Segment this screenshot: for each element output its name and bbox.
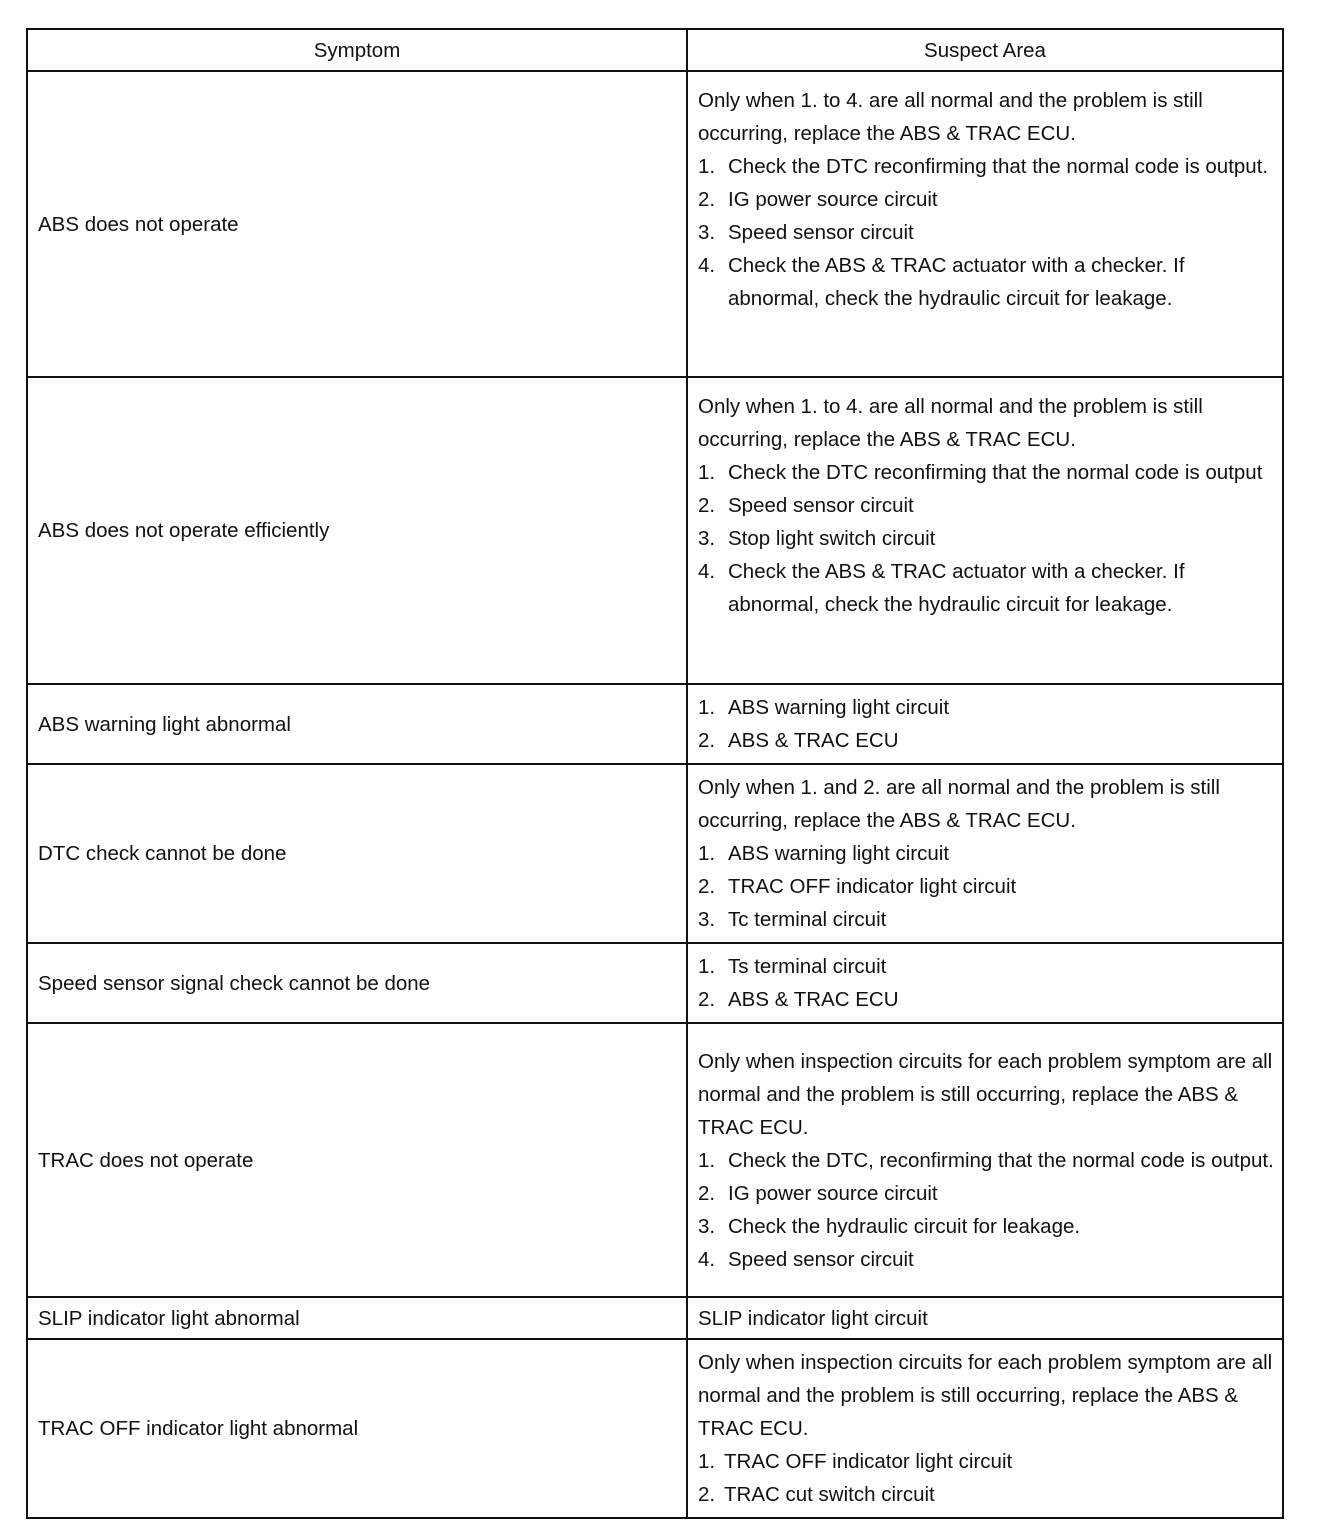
item-number: 1. <box>698 1148 716 1172</box>
item-number: 2. <box>698 1483 716 1506</box>
item-text: Speed sensor circuit <box>728 1247 914 1271</box>
item-number: 2. <box>698 1181 716 1205</box>
item-text: IG power source circuit <box>728 1181 938 1205</box>
suspect-area-cell <box>687 1023 1283 1297</box>
table-row <box>27 684 1283 764</box>
list-item <box>698 1478 1274 1511</box>
item-text: ABS warning light circuit <box>728 842 950 865</box>
list-item <box>698 1243 1274 1276</box>
symptom-header: Symptom <box>27 29 687 71</box>
list-item <box>698 1210 1274 1243</box>
list-item <box>698 1445 1274 1478</box>
suspect-area-cell <box>687 71 1283 377</box>
item-text: Check the DTC reconfirming that the normal code is output <box>728 461 1263 484</box>
list-item <box>698 903 1274 936</box>
symptom-cell: ABS does not operate efficiently <box>27 377 687 684</box>
symptom-cell: ABS does not operate <box>27 71 687 377</box>
item-text: SLIP indicator light circuit <box>698 1306 928 1330</box>
item-number: 4. <box>698 1247 716 1271</box>
item-number: 4. <box>698 560 716 583</box>
item-number: 3. <box>698 908 716 931</box>
item-number: 1. <box>698 155 716 178</box>
item-text: Check the hydraulic circuit for leakage. <box>728 1214 1081 1238</box>
suspect-area-cell <box>687 764 1283 943</box>
table-row <box>27 1297 1283 1339</box>
item-number: 2. <box>698 875 716 898</box>
symptom-cell: Speed sensor signal check cannot be done <box>27 943 687 1023</box>
item-number: 1. <box>698 842 716 865</box>
symptom-cell: TRAC OFF indicator light abnormal <box>27 1339 687 1518</box>
symptom-cell: SLIP indicator light abnormal <box>27 1297 687 1339</box>
item-text: Check the DTC, reconfirming that the normal code is output. <box>728 1148 1274 1172</box>
suspect-area-cell <box>687 377 1283 684</box>
item-number: 4. <box>698 254 716 277</box>
intro-text: Only when 1. to 4. are all normal and the problem is still occurring, replace the ABS & TRAC ECU. <box>698 395 1203 451</box>
item-text: Check the ABS & TRAC actuator with a checker. If abnormal, check the hydraulic circuit for leakage. <box>728 254 1185 310</box>
item-text: Tc terminal circuit <box>728 908 887 931</box>
header-row <box>27 29 1283 71</box>
table-row <box>27 377 1283 684</box>
intro-text: Only when 1. and 2. are all normal and the problem is still occurring, replace the ABS & TRAC ECU. <box>698 776 1220 832</box>
intro-text: Only when inspection circuits for each problem symptom are all normal and the problem is still occurring, replace the ABS & TRAC ECU. <box>698 1049 1273 1139</box>
item-list <box>698 456 1274 621</box>
intro-text: Only when 1. to 4. are all normal and the problem is still occurring, replace the ABS & TRAC ECU. <box>698 89 1203 145</box>
item-text: TRAC OFF indicator light circuit <box>728 875 1017 898</box>
item-list <box>698 150 1274 315</box>
item-text: Speed sensor circuit <box>728 221 914 244</box>
item-list <box>698 1445 1274 1511</box>
item-text: TRAC cut switch circuit <box>724 1483 935 1506</box>
table-row <box>27 1339 1283 1518</box>
item-number: 3. <box>698 527 716 550</box>
item-text: ABS warning light circuit <box>728 696 950 719</box>
symptom-table <box>26 28 1284 1519</box>
symptom-cell: DTC check cannot be done <box>27 764 687 943</box>
item-list <box>698 950 1274 1016</box>
item-number: 2. <box>698 988 716 1011</box>
table-row <box>27 764 1283 943</box>
list-item <box>698 216 1274 249</box>
item-number: 1. <box>698 955 716 978</box>
list-item <box>698 837 1274 870</box>
item-number: 2. <box>698 729 716 752</box>
item-number: 1. <box>698 696 716 719</box>
list-item <box>698 183 1274 216</box>
table-row <box>27 943 1283 1023</box>
intro-text: Only when inspection circuits for each problem symptom are all normal and the problem is still occurring, replace the ABS & TRAC ECU. <box>698 1351 1273 1440</box>
suspect-area-cell <box>687 1297 1283 1339</box>
item-list <box>698 691 1274 757</box>
item-text: Stop light switch circuit <box>728 527 936 550</box>
item-text: Check the DTC reconfirming that the normal code is output. <box>728 155 1269 178</box>
item-number: 3. <box>698 1214 716 1238</box>
item-number: 1. <box>698 1450 716 1473</box>
item-text: Speed sensor circuit <box>728 494 914 517</box>
item-text: ABS & TRAC ECU <box>728 988 899 1011</box>
item-text: Check the ABS & TRAC actuator with a checker. If abnormal, check the hydraulic circuit for leakage. <box>728 560 1185 616</box>
item-number: 1. <box>698 461 716 484</box>
suspect-area-cell <box>687 943 1283 1023</box>
list-item <box>698 489 1274 522</box>
item-text: TRAC OFF indicator light circuit <box>724 1450 1013 1473</box>
symptom-cell: TRAC does not operate <box>27 1023 687 1297</box>
table-row <box>27 1023 1283 1297</box>
list-item <box>698 456 1274 489</box>
symptom-cell: ABS warning light abnormal <box>27 684 687 764</box>
suspect-area-cell <box>687 1339 1283 1518</box>
list-item <box>698 870 1274 903</box>
item-list <box>698 837 1274 936</box>
list-item <box>698 724 1274 757</box>
list-item <box>698 249 1274 315</box>
item-number: 3. <box>698 221 716 244</box>
list-item <box>698 555 1274 621</box>
list-item <box>698 1144 1274 1177</box>
item-number: 2. <box>698 494 716 517</box>
list-item <box>698 691 1274 724</box>
item-text: IG power source circuit <box>728 188 938 211</box>
suspect-area-header: Suspect Area <box>687 29 1283 71</box>
item-text: ABS & TRAC ECU <box>728 729 899 752</box>
item-list <box>698 1144 1274 1276</box>
list-item <box>698 983 1274 1016</box>
suspect-area-cell <box>687 684 1283 764</box>
list-item <box>698 950 1274 983</box>
table-row <box>27 71 1283 377</box>
list-item <box>698 150 1274 183</box>
item-number: 2. <box>698 188 716 211</box>
item-text: Ts terminal circuit <box>728 955 887 978</box>
list-item <box>698 522 1274 555</box>
list-item <box>698 1177 1274 1210</box>
